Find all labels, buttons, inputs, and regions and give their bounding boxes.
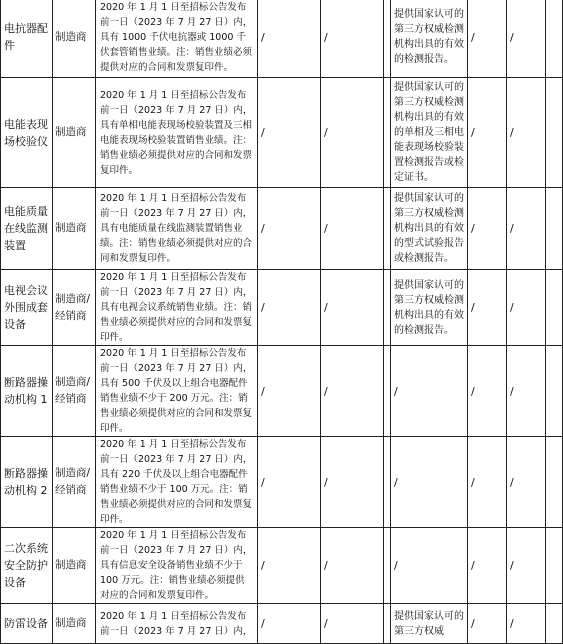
certification-cell: / — [391, 528, 468, 604]
col5-cell: / — [321, 270, 384, 346]
col8-cell: / — [468, 437, 507, 528]
narrow-cell — [384, 437, 391, 528]
supplier-type-cell: 制造商/经销商 — [53, 346, 96, 437]
performance-requirement-cell: 2020 年 1 月 1 日至招标公告发布前一日（2023 年 7 月 27 日）内，具有信息安全设备销售业绩不少于 100 万元。注：销售业绩必须提供对应的合同和发票复印件。 — [96, 528, 258, 604]
table-row — [1, 604, 563, 644]
supplier-type-cell: 制造商 — [53, 78, 96, 188]
edge-cell — [546, 346, 563, 437]
edge-cell — [546, 78, 563, 188]
table-row — [1, 0, 563, 78]
col9-cell: / — [507, 346, 546, 437]
certification-cell: / — [391, 346, 468, 437]
table-row — [1, 270, 563, 346]
edge-cell — [546, 437, 563, 528]
narrow-cell — [384, 0, 391, 78]
edge-cell — [546, 188, 563, 270]
performance-requirement-cell: 2020 年 1 月 1 日至招标公告发布前一日（2023 年 7 月 27 日）内， — [96, 604, 258, 644]
narrow-cell — [384, 78, 391, 188]
col8-cell: / — [468, 604, 507, 644]
item-name-cell: 电能质量在线监测装置 — [1, 188, 53, 270]
certification-cell: 提供国家认可的第三方权威检测机构出具的有效的单相及三相电能表现场校验装置检测报告或检定证书。 — [391, 78, 468, 188]
certification-cell: / — [391, 437, 468, 528]
col5-cell: / — [321, 188, 384, 270]
certification-cell: 提供国家认可的第三方权威检测机构出具的有效的检测报告。 — [391, 270, 468, 346]
supplier-type-cell: 制造商 — [53, 0, 96, 78]
col4-cell: / — [258, 0, 321, 78]
item-name-cell: 电抗器配件 — [1, 0, 53, 78]
item-name-cell: 防雷设备 — [1, 604, 53, 644]
col8-cell: / — [468, 0, 507, 78]
supplier-type-cell: 制造商/经销商 — [53, 270, 96, 346]
item-name-cell: 电能表现场校验仪 — [1, 78, 53, 188]
certification-cell: 提供国家认可的第三方权威 — [391, 604, 468, 644]
edge-cell — [546, 0, 563, 78]
col9-cell: / — [507, 270, 546, 346]
item-name-cell: 电视会议外围成套设备 — [1, 270, 53, 346]
col4-cell: / — [258, 437, 321, 528]
col4-cell: / — [258, 604, 321, 644]
performance-requirement-cell: 2020 年 1 月 1 日至招标公告发布前一日（2023 年 7 月 27 日）内，具有 1000 千伏电抗器或 1000 千伏套管销售业绩。注：销售业绩必须提供对应的合同和发票复印件。 — [96, 0, 258, 78]
table-row — [1, 188, 563, 270]
table-row — [1, 78, 563, 188]
col8-cell: / — [468, 270, 507, 346]
item-name-cell: 二次系统安全防护设备 — [1, 528, 53, 604]
narrow-cell — [384, 604, 391, 644]
narrow-cell — [384, 528, 391, 604]
col9-cell: / — [507, 528, 546, 604]
narrow-cell — [384, 188, 391, 270]
supplier-type-cell: 制造商 — [53, 188, 96, 270]
certification-cell: 提供国家认可的第三方权威检测机构出具的有效的型式试验报告或检测报告。 — [391, 188, 468, 270]
col9-cell: / — [507, 604, 546, 644]
supplier-type-cell: 制造商 — [53, 528, 96, 604]
col8-cell: / — [468, 346, 507, 437]
col5-cell: / — [321, 604, 384, 644]
edge-cell — [546, 528, 563, 604]
col4-cell: / — [258, 270, 321, 346]
edge-cell — [546, 270, 563, 346]
narrow-cell — [384, 346, 391, 437]
col9-cell: / — [507, 78, 546, 188]
col4-cell: / — [258, 346, 321, 437]
col4-cell: / — [258, 188, 321, 270]
col9-cell: / — [507, 437, 546, 528]
table-row — [1, 528, 563, 604]
narrow-cell — [384, 270, 391, 346]
col4-cell: / — [258, 528, 321, 604]
col5-cell: / — [321, 78, 384, 188]
certification-cell: 提供国家认可的第三方权威检测机构出具的有效的检测报告。 — [391, 0, 468, 78]
col8-cell: / — [468, 528, 507, 604]
supplier-type-cell: 制造商/经销商 — [53, 437, 96, 528]
table-row — [1, 437, 563, 528]
col4-cell: / — [258, 78, 321, 188]
edge-cell — [546, 604, 563, 644]
col5-cell: / — [321, 0, 384, 78]
performance-requirement-cell: 2020 年 1 月 1 日至招标公告发布前一日（2023 年 7 月 27 日）内，具有电能质量在线监测装置销售业绩。注：销售业绩必须提供对应的合同和发票复印件。 — [96, 188, 258, 270]
col5-cell: / — [321, 346, 384, 437]
performance-requirement-cell: 2020 年 1 月 1 日至招标公告发布前一日（2023 年 7 月 27 日）内，具有单相电能表现场校验装置及三相电能表现场校验装置销售业绩。注：销售业绩必须提供对应的合同和发票复印件。 — [96, 78, 258, 188]
item-name-cell: 断路器操动机构 2 — [1, 437, 53, 528]
col5-cell: / — [321, 437, 384, 528]
performance-requirement-cell: 2020 年 1 月 1 日至招标公告发布前一日（2023 年 7 月 27 日）内，具有 500 千伏及以上组合电器配件销售业绩不少于 200 万元。注：销售业绩必须提供对应的合同和发票复印件。 — [96, 346, 258, 437]
performance-requirement-cell: 2020 年 1 月 1 日至招标公告发布前一日（2023 年 7 月 27 日）内，具有电视会议系统销售业绩。注：销售业绩必须提供对应的合同和发票复印件。 — [96, 270, 258, 346]
item-name-cell: 断路器操动机构 1 — [1, 346, 53, 437]
table-row — [1, 346, 563, 437]
col8-cell: / — [468, 78, 507, 188]
performance-requirement-cell: 2020 年 1 月 1 日至招标公告发布前一日（2023 年 7 月 27 日）内，具有 220 千伏及以上组合电器配件销售业绩不少于 100 万元。注：销售业绩必须提供对应的合同和发票复印件。 — [96, 437, 258, 528]
supplier-type-cell: 制造商 — [53, 604, 96, 644]
col5-cell: / — [321, 528, 384, 604]
col9-cell: / — [507, 0, 546, 78]
col8-cell: / — [468, 188, 507, 270]
col9-cell: / — [507, 188, 546, 270]
